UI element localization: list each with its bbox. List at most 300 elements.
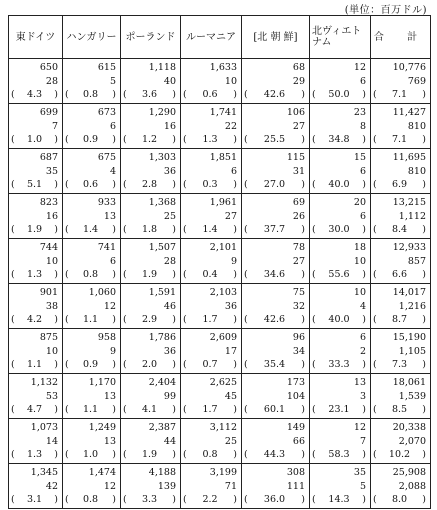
share-percent-value: 1.1 bbox=[82, 404, 99, 415]
share-percent: ( 34.8 ) bbox=[312, 134, 366, 145]
share-percent-value: 40.0 bbox=[328, 179, 350, 190]
table-row bbox=[9, 149, 431, 194]
share-percent-value: 2.9 bbox=[141, 314, 158, 325]
share-percent: ( 7.3 ) bbox=[373, 359, 426, 370]
table-cell bbox=[181, 374, 242, 419]
share-percent-value: 6.9 bbox=[391, 179, 408, 190]
share-percent: ( 3.6 ) bbox=[123, 89, 176, 100]
soviet-share-value: 13 bbox=[103, 210, 116, 222]
trade-value: 4,188 bbox=[148, 467, 176, 478]
table-cell bbox=[181, 284, 242, 329]
table-cell bbox=[371, 464, 431, 509]
table-cell bbox=[121, 464, 181, 509]
table-row bbox=[9, 59, 431, 104]
trade-value: 741 bbox=[97, 242, 116, 253]
trade-value: 149 bbox=[286, 422, 305, 433]
table-cell bbox=[181, 419, 242, 464]
share-percent-value: 33.3 bbox=[328, 359, 350, 370]
share-percent: ( 1.1 ) bbox=[11, 359, 58, 370]
share-percent: ( 55.6 ) bbox=[312, 269, 366, 280]
soviet-share-value: 4 bbox=[109, 165, 116, 177]
table-cell bbox=[63, 284, 121, 329]
share-percent: ( 1.0 ) bbox=[65, 449, 116, 460]
table-cell bbox=[63, 419, 121, 464]
soviet-share-value: 12 bbox=[103, 300, 116, 312]
col-header-hungary: ハンガリー bbox=[63, 16, 121, 59]
share-percent-value: 0.8 bbox=[82, 89, 99, 100]
soviet-share-value: 12 bbox=[103, 480, 116, 492]
table-cell bbox=[121, 419, 181, 464]
share-percent-value: 14.3 bbox=[328, 494, 350, 505]
share-percent-value: 55.6 bbox=[328, 269, 350, 280]
share-percent-value: 8.4 bbox=[391, 224, 408, 235]
table-cell bbox=[371, 374, 431, 419]
trade-value: 1,851 bbox=[209, 152, 237, 163]
share-percent: ( 0.6 ) bbox=[65, 179, 116, 190]
soviet-share-value: 6 bbox=[359, 75, 366, 87]
share-percent-value: 4.2 bbox=[26, 314, 43, 325]
soviet-share-value: 71 bbox=[224, 480, 237, 492]
share-percent-value: 0.8 bbox=[82, 269, 99, 280]
share-percent: ( 1.8 ) bbox=[123, 224, 176, 235]
trade-value: 96 bbox=[292, 332, 305, 343]
col-header-romania: ルーマニア bbox=[181, 16, 242, 59]
table-cell bbox=[310, 374, 371, 419]
trade-value: 10,776 bbox=[392, 62, 426, 73]
trade-value: 1,591 bbox=[148, 287, 176, 298]
soviet-share-value: 6 bbox=[230, 165, 237, 177]
soviet-share-value: 1,216 bbox=[398, 300, 426, 312]
trade-value: 115 bbox=[286, 152, 305, 163]
share-percent: ( 1.7 ) bbox=[183, 404, 237, 415]
soviet-share-value: 6 bbox=[359, 210, 366, 222]
share-percent-value: 0.8 bbox=[82, 494, 99, 505]
share-percent: ( 0.7 ) bbox=[183, 359, 237, 370]
share-percent: ( 10.2 ) bbox=[373, 449, 426, 460]
share-percent: ( 0.8 ) bbox=[65, 494, 116, 505]
share-percent: ( 4.1 ) bbox=[123, 404, 176, 415]
table-cell bbox=[9, 464, 63, 509]
soviet-share-value: 42 bbox=[45, 480, 58, 492]
trade-value: 12 bbox=[353, 62, 366, 73]
col-header-poland: ポーランド bbox=[121, 16, 181, 59]
trade-value: 1,961 bbox=[209, 197, 237, 208]
table-cell bbox=[121, 149, 181, 194]
share-percent: ( 8.0 ) bbox=[373, 494, 426, 505]
soviet-share-value: 810 bbox=[407, 165, 426, 177]
share-percent: ( 2.8 ) bbox=[123, 179, 176, 190]
share-percent: ( 33.3 ) bbox=[312, 359, 366, 370]
table-cell bbox=[9, 284, 63, 329]
share-percent-value: 7.1 bbox=[391, 134, 408, 145]
table-cell bbox=[242, 149, 310, 194]
share-percent: ( 1.4 ) bbox=[183, 224, 237, 235]
soviet-share-value: 34 bbox=[292, 345, 305, 357]
share-percent-value: 7.1 bbox=[391, 89, 408, 100]
soviet-share-value: 16 bbox=[163, 120, 176, 132]
trade-value: 1,741 bbox=[209, 107, 237, 118]
trade-value: 1,290 bbox=[148, 107, 176, 118]
soviet-share-value: 27 bbox=[292, 255, 305, 267]
share-percent-value: 0.8 bbox=[202, 449, 218, 460]
soviet-share-value: 6 bbox=[359, 165, 366, 177]
table-cell bbox=[242, 329, 310, 374]
share-percent: ( 8.7 ) bbox=[373, 314, 426, 325]
trade-value: 20 bbox=[353, 197, 366, 208]
trade-value: 6 bbox=[359, 332, 366, 343]
table-cell bbox=[9, 239, 63, 284]
col-header-north-vietnam: 北ヴィエト ナム bbox=[310, 16, 371, 59]
soviet-share-value: 769 bbox=[407, 75, 426, 87]
trade-value: 18 bbox=[353, 242, 366, 253]
share-percent-value: 3.3 bbox=[141, 494, 158, 505]
share-percent: ( 2.0 ) bbox=[123, 359, 176, 370]
share-percent-value: 1.7 bbox=[202, 404, 218, 415]
trade-value: 933 bbox=[97, 197, 116, 208]
soviet-share-value: 27 bbox=[224, 210, 237, 222]
share-percent: ( 60.1 ) bbox=[244, 404, 305, 415]
table-cell bbox=[121, 329, 181, 374]
table-cell bbox=[9, 329, 63, 374]
share-percent: ( 6.9 ) bbox=[373, 179, 426, 190]
share-percent-value: 42.6 bbox=[263, 314, 286, 325]
table-cell bbox=[63, 59, 121, 104]
share-percent: ( 4.7 ) bbox=[11, 404, 58, 415]
share-percent: ( 23.1 ) bbox=[312, 404, 366, 415]
trade-value: 12 bbox=[353, 422, 366, 433]
table-row bbox=[9, 104, 431, 149]
share-percent: ( 42.6 ) bbox=[244, 314, 305, 325]
trade-value: 11,427 bbox=[392, 107, 426, 118]
soviet-share-value: 2 bbox=[359, 345, 366, 357]
table-cell bbox=[181, 104, 242, 149]
share-percent: ( 58.3 ) bbox=[312, 449, 366, 460]
share-percent-value: 42.6 bbox=[263, 89, 286, 100]
share-percent: ( 30.0 ) bbox=[312, 224, 366, 235]
table-cell bbox=[121, 59, 181, 104]
share-percent-value: 1.1 bbox=[82, 314, 99, 325]
table-cell bbox=[310, 284, 371, 329]
trade-value: 687 bbox=[39, 152, 58, 163]
share-percent-value: 1.4 bbox=[82, 224, 99, 235]
trade-value: 13,215 bbox=[392, 197, 426, 208]
soviet-share-value: 5 bbox=[109, 75, 116, 87]
table-cell bbox=[181, 194, 242, 239]
soviet-share-value: 111 bbox=[286, 480, 305, 492]
table-cell bbox=[310, 194, 371, 239]
soviet-share-value: 10 bbox=[353, 255, 366, 267]
trade-value: 2,387 bbox=[148, 422, 176, 433]
col-header-north-korea: [北 朝 鮮] bbox=[242, 16, 310, 59]
soviet-share-value: 810 bbox=[407, 120, 426, 132]
share-percent: ( 0.4 ) bbox=[183, 269, 237, 280]
unit-note: (単位：百万ドル) bbox=[344, 5, 427, 16]
soviet-share-value: 17 bbox=[224, 345, 237, 357]
table-row bbox=[9, 194, 431, 239]
share-percent-value: 60.1 bbox=[263, 404, 286, 415]
trade-value: 14,017 bbox=[392, 287, 426, 298]
trade-value: 875 bbox=[39, 332, 58, 343]
share-percent-value: 0.3 bbox=[202, 179, 218, 190]
share-percent-value: 1.9 bbox=[141, 269, 158, 280]
trade-value: 901 bbox=[39, 287, 58, 298]
share-percent-value: 4.3 bbox=[26, 89, 43, 100]
soviet-share-value: 10 bbox=[45, 255, 58, 267]
trade-value: 1,474 bbox=[88, 467, 116, 478]
share-percent: ( 1.0 ) bbox=[11, 134, 58, 145]
share-percent-value: 10.2 bbox=[388, 449, 411, 460]
soviet-share-value: 104 bbox=[286, 390, 305, 402]
table-cell bbox=[121, 374, 181, 419]
share-percent-value: 1.1 bbox=[26, 359, 43, 370]
trade-value: 10 bbox=[353, 287, 366, 298]
soviet-share-value: 25 bbox=[224, 435, 237, 447]
share-percent-value: 36.0 bbox=[263, 494, 286, 505]
soviet-share-value: 36 bbox=[163, 165, 176, 177]
share-percent-value: 2.0 bbox=[141, 359, 158, 370]
share-percent: ( 40.0 ) bbox=[312, 314, 366, 325]
share-percent-value: 1.4 bbox=[202, 224, 218, 235]
share-percent-value: 8.7 bbox=[391, 314, 408, 325]
soviet-share-value: 9 bbox=[109, 345, 116, 357]
share-percent-value: 40.0 bbox=[328, 314, 350, 325]
trade-value: 615 bbox=[97, 62, 116, 73]
trade-table bbox=[8, 15, 431, 509]
table-cell bbox=[371, 284, 431, 329]
share-percent: ( 1.9 ) bbox=[11, 224, 58, 235]
share-percent-value: 0.7 bbox=[202, 359, 218, 370]
trade-value: 18,061 bbox=[392, 377, 426, 388]
soviet-share-value: 7 bbox=[359, 435, 366, 447]
table-cell bbox=[9, 194, 63, 239]
table-cell bbox=[181, 464, 242, 509]
share-percent: ( 1.3 ) bbox=[11, 449, 58, 460]
trade-value: 3,112 bbox=[209, 422, 237, 433]
soviet-share-value: 7 bbox=[51, 120, 58, 132]
share-percent: ( 44.3 ) bbox=[244, 449, 305, 460]
table-cell bbox=[9, 419, 63, 464]
share-percent: ( 1.3 ) bbox=[183, 134, 237, 145]
share-percent-value: 1.3 bbox=[202, 134, 218, 145]
table-cell bbox=[242, 419, 310, 464]
trade-value: 823 bbox=[39, 197, 58, 208]
trade-value: 675 bbox=[97, 152, 116, 163]
soviet-share-value: 28 bbox=[163, 255, 176, 267]
share-percent: ( 0.9 ) bbox=[65, 359, 116, 370]
share-percent-value: 8.5 bbox=[391, 404, 408, 415]
share-percent: ( 6.6 ) bbox=[373, 269, 426, 280]
table-cell bbox=[310, 239, 371, 284]
share-percent: ( 2.2 ) bbox=[183, 494, 237, 505]
soviet-share-value: 5 bbox=[359, 480, 366, 492]
soviet-share-value: 31 bbox=[292, 165, 305, 177]
share-percent: ( 0.3 ) bbox=[183, 179, 237, 190]
table-row bbox=[9, 419, 431, 464]
table-cell bbox=[371, 419, 431, 464]
table-row bbox=[9, 284, 431, 329]
share-percent: ( 1.9 ) bbox=[123, 269, 176, 280]
trade-value: 1,060 bbox=[88, 287, 116, 298]
trade-value: 1,073 bbox=[30, 422, 58, 433]
soviet-share-value: 3 bbox=[359, 390, 366, 402]
table-cell bbox=[242, 284, 310, 329]
table-cell bbox=[121, 194, 181, 239]
trade-value: 1,786 bbox=[148, 332, 176, 343]
table-body bbox=[9, 59, 431, 509]
soviet-share-value: 46 bbox=[163, 300, 176, 312]
soviet-share-value: 36 bbox=[163, 345, 176, 357]
table-cell bbox=[181, 239, 242, 284]
share-percent: ( 14.3 ) bbox=[312, 494, 366, 505]
share-percent: ( 0.8 ) bbox=[65, 269, 116, 280]
trade-value: 78 bbox=[292, 242, 305, 253]
trade-value: 15,190 bbox=[392, 332, 426, 343]
trade-value: 35 bbox=[353, 467, 366, 478]
table-cell bbox=[181, 149, 242, 194]
share-percent-value: 3.6 bbox=[141, 89, 158, 100]
soviet-share-value: 9 bbox=[230, 255, 237, 267]
share-percent-value: 1.9 bbox=[26, 224, 43, 235]
trade-value: 2,609 bbox=[209, 332, 237, 343]
share-percent: ( 0.6 ) bbox=[183, 89, 237, 100]
table-cell bbox=[63, 194, 121, 239]
table-cell bbox=[121, 104, 181, 149]
share-percent: ( 4.2 ) bbox=[11, 314, 58, 325]
share-percent-value: 0.6 bbox=[202, 89, 218, 100]
table-cell bbox=[371, 194, 431, 239]
trade-value: 15 bbox=[353, 152, 366, 163]
share-percent-value: 0.4 bbox=[202, 269, 218, 280]
col-header-east-germany: 東ドイツ bbox=[9, 16, 63, 59]
soviet-share-value: 14 bbox=[45, 435, 58, 447]
share-percent-value: 8.0 bbox=[391, 494, 408, 505]
trade-value: 106 bbox=[286, 107, 305, 118]
trade-value: 11,695 bbox=[392, 152, 426, 163]
soviet-share-value: 2,070 bbox=[398, 435, 426, 447]
share-percent: ( 1.2 ) bbox=[123, 134, 176, 145]
table-cell bbox=[371, 149, 431, 194]
share-percent-value: 37.7 bbox=[263, 224, 286, 235]
trade-value: 3,199 bbox=[209, 467, 237, 478]
share-percent-value: 1.9 bbox=[141, 449, 158, 460]
trade-value: 1,170 bbox=[88, 377, 116, 388]
trade-value: 1,345 bbox=[30, 467, 58, 478]
soviet-share-value: 99 bbox=[163, 390, 176, 402]
trade-value: 2,404 bbox=[148, 377, 176, 388]
trade-value: 25,908 bbox=[392, 467, 426, 478]
trade-value: 23 bbox=[353, 107, 366, 118]
table-row bbox=[9, 329, 431, 374]
share-percent: ( 42.6 ) bbox=[244, 89, 305, 100]
trade-value: 75 bbox=[292, 287, 305, 298]
table-cell bbox=[242, 464, 310, 509]
table-cell bbox=[371, 59, 431, 104]
soviet-share-value: 28 bbox=[45, 75, 58, 87]
soviet-share-value: 26 bbox=[292, 210, 305, 222]
soviet-share-value: 8 bbox=[359, 120, 366, 132]
share-percent: ( 7.1 ) bbox=[373, 134, 426, 145]
table-row bbox=[9, 239, 431, 284]
share-percent-value: 25.5 bbox=[263, 134, 286, 145]
share-percent-value: 3.1 bbox=[26, 494, 43, 505]
table-cell bbox=[63, 149, 121, 194]
table-cell bbox=[121, 239, 181, 284]
share-percent: ( 2.9 ) bbox=[123, 314, 176, 325]
share-percent-value: 1.3 bbox=[26, 269, 43, 280]
soviet-share-value: 38 bbox=[45, 300, 58, 312]
share-percent: ( 50.0 ) bbox=[312, 89, 366, 100]
share-percent-value: 35.4 bbox=[263, 359, 286, 370]
soviet-share-value: 4 bbox=[359, 300, 366, 312]
share-percent: ( 1.9 ) bbox=[123, 449, 176, 460]
table-cell bbox=[242, 194, 310, 239]
share-percent-value: 0.6 bbox=[82, 179, 99, 190]
share-percent-value: 6.6 bbox=[391, 269, 408, 280]
trade-value: 1,132 bbox=[30, 377, 58, 388]
share-percent: ( 27.0 ) bbox=[244, 179, 305, 190]
table-cell bbox=[181, 59, 242, 104]
soviet-share-value: 66 bbox=[292, 435, 305, 447]
soviet-share-value: 10 bbox=[224, 75, 237, 87]
trade-value: 650 bbox=[39, 62, 58, 73]
share-percent-value: 1.0 bbox=[26, 134, 43, 145]
table-cell bbox=[63, 374, 121, 419]
table-cell bbox=[310, 419, 371, 464]
table-cell bbox=[9, 374, 63, 419]
share-percent-value: 1.2 bbox=[141, 134, 158, 145]
trade-value: 744 bbox=[39, 242, 58, 253]
table-cell bbox=[242, 104, 310, 149]
soviet-share-value: 6 bbox=[109, 255, 116, 267]
share-percent: ( 35.4 ) bbox=[244, 359, 305, 370]
share-percent-value: 4.1 bbox=[141, 404, 158, 415]
trade-value: 1,303 bbox=[148, 152, 176, 163]
share-percent-value: 1.7 bbox=[202, 314, 218, 325]
soviet-share-value: 139 bbox=[157, 480, 176, 492]
trade-value: 699 bbox=[39, 107, 58, 118]
share-percent: ( 1.3 ) bbox=[11, 269, 58, 280]
share-percent-value: 34.8 bbox=[328, 134, 350, 145]
share-percent: ( 7.1 ) bbox=[373, 89, 426, 100]
table-cell bbox=[9, 104, 63, 149]
table-cell bbox=[181, 329, 242, 374]
share-percent-value: 1.3 bbox=[26, 449, 43, 460]
soviet-share-value: 44 bbox=[163, 435, 176, 447]
trade-value: 12,933 bbox=[392, 242, 426, 253]
table-cell bbox=[63, 239, 121, 284]
soviet-share-value: 2,088 bbox=[398, 480, 426, 492]
table-cell bbox=[9, 59, 63, 104]
soviet-share-value: 53 bbox=[45, 390, 58, 402]
soviet-share-value: 10 bbox=[45, 345, 58, 357]
soviet-share-value: 6 bbox=[109, 120, 116, 132]
share-percent-value: 50.0 bbox=[328, 89, 350, 100]
table-cell bbox=[242, 239, 310, 284]
share-percent: ( 3.3 ) bbox=[123, 494, 176, 505]
soviet-share-value: 1,105 bbox=[398, 345, 426, 357]
share-percent: ( 36.0 ) bbox=[244, 494, 305, 505]
soviet-share-value: 1,539 bbox=[398, 390, 426, 402]
share-percent-value: 27.0 bbox=[263, 179, 286, 190]
header-row bbox=[9, 16, 431, 59]
table-cell bbox=[371, 239, 431, 284]
soviet-share-value: 45 bbox=[224, 390, 237, 402]
soviet-share-value: 13 bbox=[103, 435, 116, 447]
table-cell bbox=[9, 149, 63, 194]
table-cell bbox=[371, 104, 431, 149]
table-cell bbox=[63, 104, 121, 149]
share-percent: ( 5.1 ) bbox=[11, 179, 58, 190]
